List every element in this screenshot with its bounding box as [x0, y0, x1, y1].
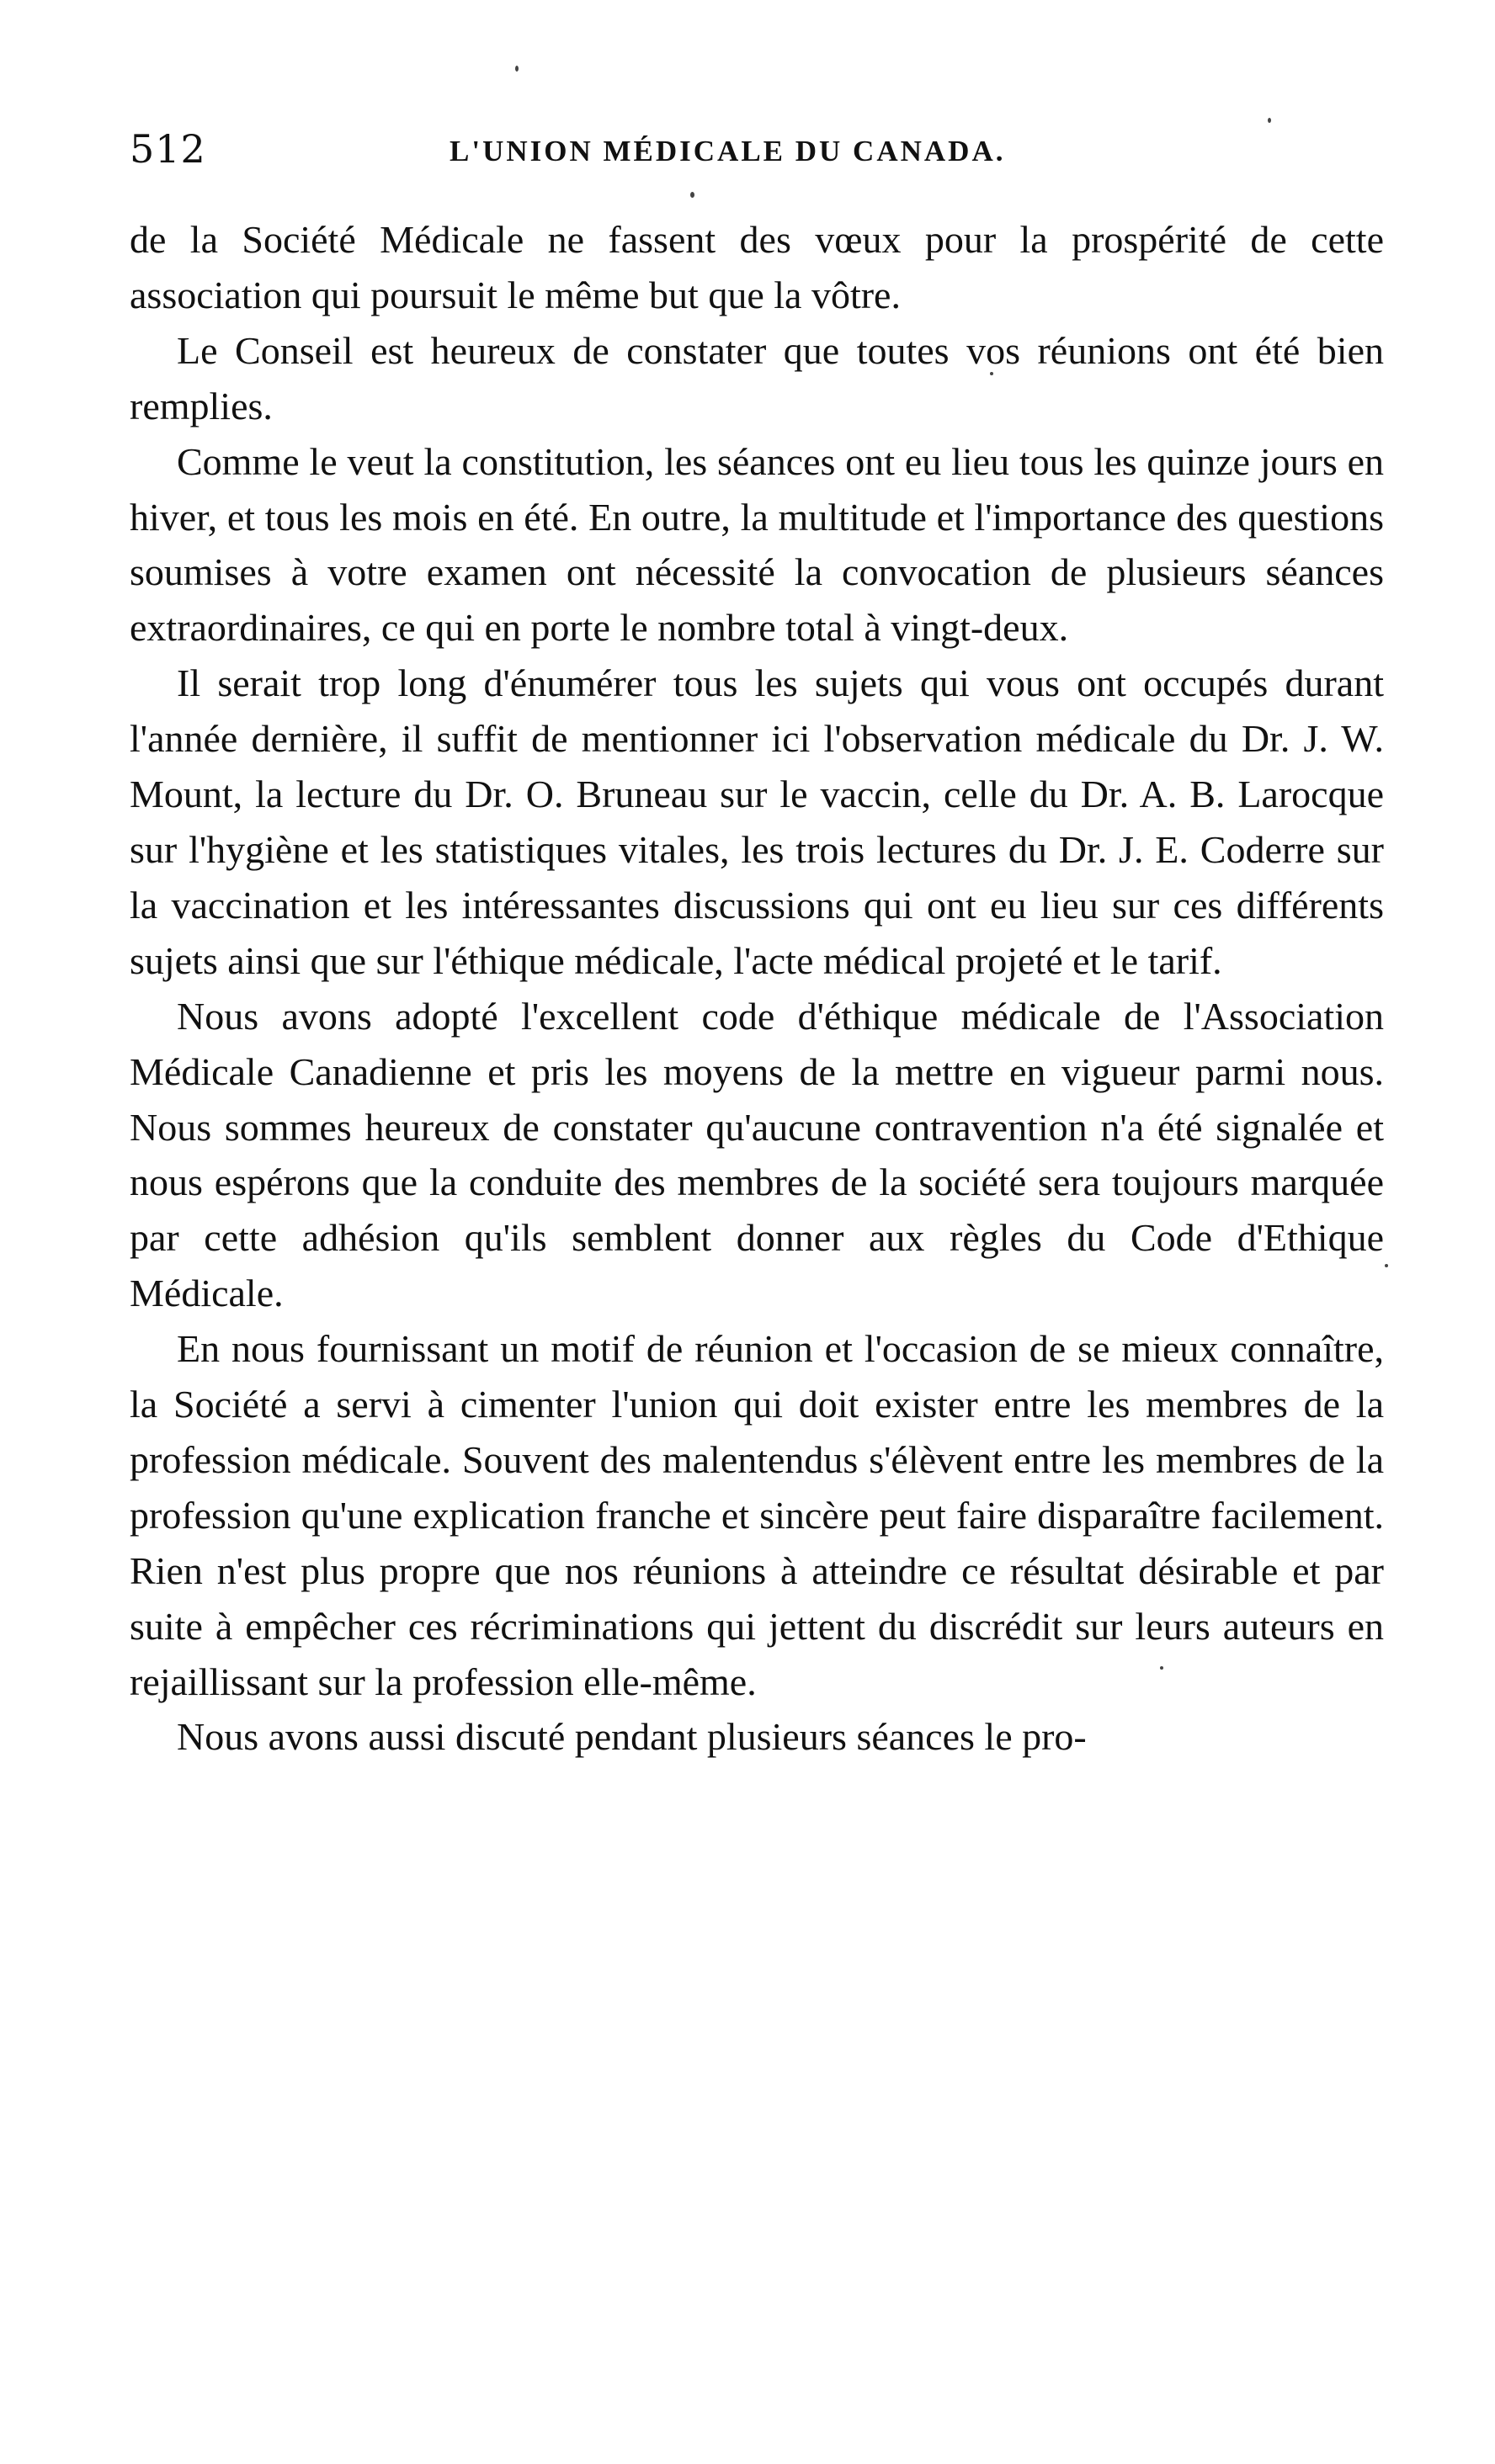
paragraph: Le Conseil est heureux de constater que toutes vos réunions ont été bien remplies. [130, 328, 1384, 427]
paragraph: Nous avons aussi discuté pendant plusieurs séances le pro- [177, 1715, 1087, 1759]
paragraph: En nous fournissant un motif de réunion et l'occasion de se mieux connaître, la Société a servi à cimenter l'union qui doit exister entre les membres de la profession médicale. Souvent des malentendus s'élèvent entre les membres de la profession qu'une explication franche et sincère peut faire disparaître facilement. Rien n'est plus propre que nos réunions à atteindre ce résultat désirable et par suite à empêcher ces récriminations qui jettent du discrédit sur leurs auteurs en rejaillissant sur la profession elle-même. [130, 1327, 1384, 1703]
paragraph: Comme le veut la constitution, les séances ont eu lieu tous les quinze jours en hiver, et tous les mois en été. En outre, la multitude et l'importance des questions soumises à votre examen ont nécessité la convocation de plusieurs séances extraordinaires, ce qui en porte le nombre total à vingt-deux. [130, 439, 1384, 650]
ink-speck [1385, 1264, 1388, 1267]
paragraph: Il serait trop long d'énumérer tous les sujets qui vous ont occupés durant l'année dernière, il suffit de mentionner ici l'observation médicale du Dr. J. W. Mount, la lecture du Dr. O. Bruneau sur le vaccin, celle du Dr. A. B. Larocque sur l'hygiène et les statistiques vitales, les trois lectures du Dr. J. E. Coderre sur la vaccination et les intéressantes discussions qui ont eu lieu sur ces différents sujets ainsi que sur l'éthique médicale, l'acte médical projeté et le tarif. [130, 661, 1384, 982]
body-text [130, 212, 1384, 1765]
page-header [130, 119, 1409, 187]
running-title: L'UNION MÉDICALE DU CANADA. [450, 135, 1006, 167]
ink-speck [515, 66, 519, 72]
page-number: 512 [130, 126, 206, 172]
ink-speck [690, 192, 694, 198]
paragraph: de la Société Médicale ne fassent des vœux pour la prospérité de cette association qui poursuit le même but que la vôtre. [130, 218, 1384, 316]
paragraph: Nous avons adopté l'excellent code d'éthique médicale de l'Association Médicale Canadienne et pris les moyens de la mettre en vigueur parmi nous. Nous sommes heureux de constater qu'aucune contravention n'a été signalée et nous espérons que la conduite des membres de la société sera toujours marquée par cette adhésion qu'ils semblent donner aux règles du Code d'Ethique Médicale. [130, 994, 1384, 1315]
